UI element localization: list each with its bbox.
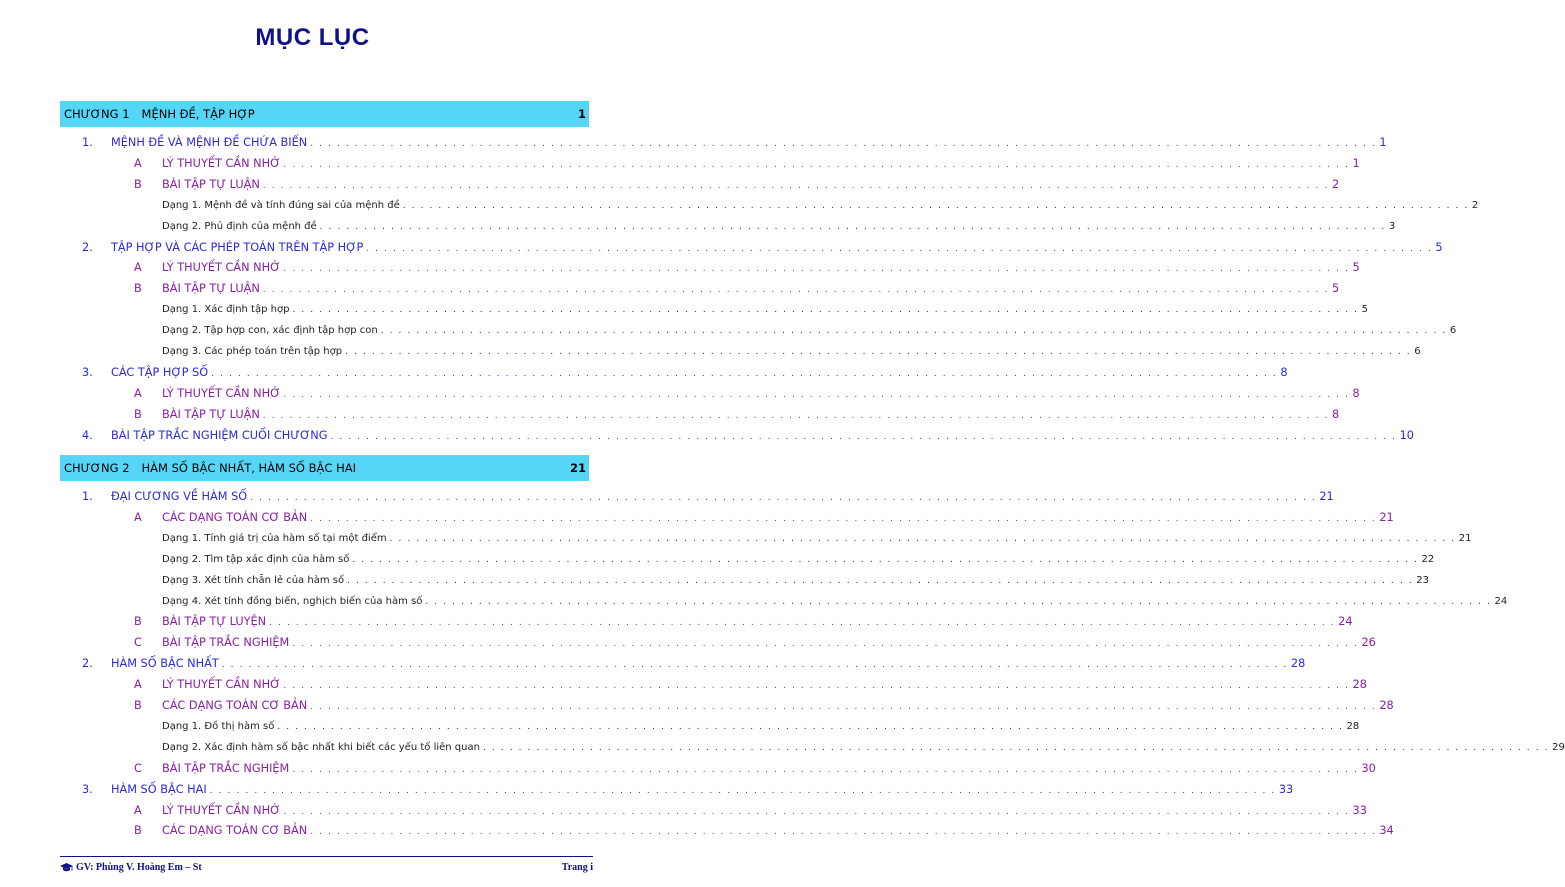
toc-entry-level-2[interactable] — [134, 156, 1360, 173]
toc-entry-number: 1. — [82, 136, 93, 149]
toc-entry-level-2[interactable] — [134, 177, 1340, 194]
toc-entry-page-number: 5 — [1331, 282, 1340, 296]
dot-leader: . . . . . . . . . . . . . . . . . . . . . . . . . . . . . . . . . . . . . . . . . . . . . . . . . . . . . . . . . . . . . . . . . . . . . . . . . . . . . . . . . . . . . . . . . . . . . . . . . . . . . . . . . . . . . . . . . . . . . . . . — [366, 243, 1433, 254]
dot-leader: . . . . . . . . . . . . . . . . . . . . . . . . . . . . . . . . . . . . . . . . . . . . . . . . . . . . . . . . . . . . . . . . . . . . . . . . . . . . . . . . . . . . . . . . . . . . . . . . . . . . . . . . . . . . . . . . . . . . . . . . — [262, 410, 1329, 421]
dot-leader: . . . . . . . . . . . . . . . . . . . . . . . . . . . . . . . . . . . . . . . . . . . . . . . . . . . . . . . . . . . . . . . . . . . . . . . . . . . . . . . . . . . . . . . . . . . . . . . . . . . . . . . . . . . . . . . . . . . . . . . . — [211, 368, 1278, 379]
dot-leader: . . . . . . . . . . . . . . . . . . . . . . . . . . . . . . . . . . . . . . . . . . . . . . . . . . . . . . . . . . . . . . . . . . . . . . . . . . . . . . . . . . . . . . . . . . . . . . . . . . . . . . . . . . . . . . . . . . . . . . . . — [262, 180, 1329, 191]
toc-entry-page-number: 30 — [1361, 761, 1376, 775]
toc-entry-page-number: 33 — [1278, 782, 1294, 796]
toc-entry-level-3[interactable] — [162, 302, 1368, 318]
dot-leader: . . . . . . . . . . . . . . . . . . . . . . . . . . . . . . . . . . . . . . . . . . . . . . . . . . . . . . . . . . . . . . . . . . . . . . . . . . . . . . . . . . . . . . . . . . . . . . . . . . . . . . . . . . . . . . . . . . . . . . . . — [345, 347, 1412, 357]
toc-entry-level-2[interactable] — [134, 510, 1394, 527]
toc-entry-level-1[interactable] — [82, 782, 1294, 799]
toc-entry-title: LÝ THUYẾT CẦN NHỚ — [162, 803, 281, 817]
toc-entry-number: A — [134, 156, 142, 170]
toc-entry-level-3[interactable] — [162, 552, 1435, 568]
toc-entry-page-number: 23 — [1416, 574, 1429, 586]
toc-entry-page-number: 8 — [1280, 365, 1288, 379]
dot-leader: . . . . . . . . . . . . . . . . . . . . . . . . . . . . . . . . . . . . . . . . . . . . . . . . . . . . . . . . . . . . . . . . . . . . . . . . . . . . . . . . . . . . . . . . . . . . . . . . . . . . . . . . . . . . . . . . . . . . . . . . — [482, 742, 1550, 753]
toc-entry-level-2[interactable] — [134, 677, 1367, 694]
toc-entry-page-number: 2 — [1331, 177, 1340, 191]
toc-entry-page-number: 26 — [1361, 636, 1376, 650]
dot-leader: . . . . . . . . . . . . . . . . . . . . . . . . . . . . . . . . . . . . . . . . . . . . . . . . . . . . . . . . . . . . . . . . . . . . . . . . . . . . . . . . . . . . . . . . . . . . . . . . . . . . . . . . . . . . . . . . . . . . . . . . — [380, 326, 1447, 337]
toc-entry-title: BÀI TẬP TRẮC NGHIỆM CUỐI CHƯƠNG — [111, 428, 328, 442]
toc-entry-title: BÀI TẬP TỰ LUYỆN — [162, 615, 267, 629]
toc-entry-number: 3. — [82, 782, 93, 796]
toc-entry-title: HÀM SỐ BẬC HAI — [111, 782, 207, 796]
toc-entry-page-number: 21 — [1458, 532, 1472, 544]
toc-entry-page-number: 28 — [1379, 699, 1394, 712]
toc-entry-page-number: 21 — [1319, 490, 1334, 503]
dot-leader: . . . . . . . . . . . . . . . . . . . . . . . . . . . . . . . . . . . . . . . . . . . . . . . . . . . . . . . . . . . . . . . . . . . . . . . . . . . . . . . . . . . . . . . . . . . . . . . . . . . . . . . . . . . . . . . . . . . . . . . . — [330, 431, 1397, 442]
toc-entry-level-3[interactable] — [162, 740, 1565, 756]
toc-entry-level-2[interactable] — [134, 260, 1360, 277]
toc-entry-number: 2. — [82, 657, 93, 671]
dot-leader: . . . . . . . . . . . . . . . . . . . . . . . . . . . . . . . . . . . . . . . . . . . . . . . . . . . . . . . . . . . . . . . . . . . . . . . . . . . . . . . . . . . . . . . . . . . . . . . . . . . . . . . . . . . . . . . . . . . . . . . . — [310, 827, 1377, 838]
dot-leader: . . . . . . . . . . . . . . . . . . . . . . . . . . . . . . . . . . . . . . . . . . . . . . . . . . . . . . . . . . . . . . . . . . . . . . . . . . . . . . . . . . . . . . . . . . . . . . . . . . . . . . . . . . . . . . . . . . . . . . . . — [283, 264, 1350, 275]
toc-entry-title: ĐẠI CƯƠNG VỀ HÀM SỐ — [111, 490, 248, 503]
toc-entry-page-number: 24 — [1494, 595, 1508, 607]
dot-leader: . . . . . . . . . . . . . . . . . . . . . . . . . . . . . . . . . . . . . . . . . . . . . . . . . . . . . . . . . . . . . . . . . . . . . . . . . . . . . . . . . . . . . . . . . . . . . . . . . . . . . . . . . . . . . . . . . . . . . . . . — [425, 596, 1492, 607]
toc-entry-title: BÀI TẬP TRẮC NGHIỆM — [162, 636, 290, 650]
toc-entry-title: LÝ THUYẾT CẦN NHỚ — [162, 261, 281, 275]
toc-entry-page-number: 1 — [1352, 156, 1360, 170]
toc-entry-page-number: 10 — [1399, 428, 1414, 442]
dot-leader: . . . . . . . . . . . . . . . . . . . . . . . . . . . . . . . . . . . . . . . . . . . . . . . . . . . . . . . . . . . . . . . . . . . . . . . . . . . . . . . . . . . . . . . . . . . . . . . . . . . . . . . . . . . . . . . . . . . . . . . . — [283, 159, 1350, 170]
toc-entry-page-number: 2 — [1471, 199, 1479, 211]
toc-entry-number: 2. — [82, 240, 93, 254]
chapter-heading[interactable] — [60, 101, 589, 127]
chapter-title: MỆNH ĐỀ, TẬP HỢP — [141, 107, 255, 121]
chapter-title: HÀM SỐ BẬC NHẤT, HÀM SỐ BẬC HAI — [141, 461, 356, 475]
toc-entry-level-3[interactable] — [162, 219, 1396, 235]
dot-leader: . . . . . . . . . . . . . . . . . . . . . . . . . . . . . . . . . . . . . . . . . . . . . . . . . . . . . . . . . . . . . . . . . . . . . . . . . . . . . . . . . . . . . . . . . . . . . . . . . . . . . . . . . . . . . . . . . . . . . . . . — [292, 305, 1359, 316]
toc-entry-title: Dạng 2. Phủ định của mệnh đề — [162, 220, 317, 232]
toc-entry-title: Dạng 1. Mệnh đề và tính đúng sai của mệnh đề — [162, 199, 400, 211]
toc-entry-page-number: 3 — [1388, 220, 1396, 232]
dot-leader: . . . . . . . . . . . . . . . . . . . . . . . . . . . . . . . . . . . . . . . . . . . . . . . . . . . . . . . . . . . . . . . . . . . . . . . . . . . . . . . . . . . . . . . . . . . . . . . . . . . . . . . . . . . . . . . . . . . . . . . . — [262, 285, 1329, 296]
toc-entry-number: A — [134, 510, 142, 524]
toc-entry-page-number: 34 — [1379, 824, 1394, 838]
footer-author-text: GV: Phùng V. Hoàng Em – St — [76, 862, 202, 873]
toc-entry-title: Dạng 1. Xác định tập hợp — [162, 304, 290, 316]
toc-entry-page-number: 5 — [1361, 304, 1368, 316]
toc-entry-title: CÁC DẠNG TOÁN CƠ BẢN — [162, 699, 308, 712]
toc-entry-number: B — [134, 824, 142, 838]
toc-entry-number: 1. — [82, 490, 93, 503]
toc-entry-page-number: 6 — [1414, 346, 1421, 357]
toc-entry-level-3[interactable] — [162, 344, 1421, 360]
toc-entry-level-2[interactable] — [134, 407, 1340, 424]
toc-entry-number: 4. — [82, 428, 93, 442]
toc-entry-title: BÀI TẬP TỰ LUẬN — [162, 407, 260, 421]
toc-entry-level-1[interactable] — [82, 656, 1306, 673]
graduation-cap-icon — [60, 863, 73, 873]
toc-entry-level-3[interactable] — [162, 323, 1457, 339]
toc-entry-level-2[interactable] — [134, 803, 1367, 820]
toc-entry-number: A — [134, 803, 142, 817]
toc-entry-page-number: 24 — [1338, 615, 1353, 629]
toc-entry-page-number: 5 — [1435, 240, 1443, 254]
toc-entry-title: BÀI TẬP TRẮC NGHIỆM — [162, 761, 290, 775]
dot-leader: . . . . . . . . . . . . . . . . . . . . . . . . . . . . . . . . . . . . . . . . . . . . . . . . . . . . . . . . . . . . . . . . . . . . . . . . . . . . . . . . . . . . . . . . . . . . . . . . . . . . . . . . . . . . . . . . . . . . . . . . — [292, 764, 1359, 775]
toc-entry-page-number: 22 — [1421, 553, 1435, 565]
toc-entry-level-2[interactable] — [134, 761, 1376, 778]
toc-entry-level-3[interactable] — [162, 719, 1360, 735]
toc-entry-page-number: 28 — [1346, 720, 1360, 732]
chapter-number: CHƯƠNG 1 — [64, 107, 130, 121]
toc-entry-level-3[interactable] — [162, 594, 1508, 610]
toc-entry-title: MỆNH ĐỀ VÀ MỆNH ĐỀ CHỨA BIẾN — [111, 136, 308, 149]
dot-leader: . . . . . . . . . . . . . . . . . . . . . . . . . . . . . . . . . . . . . . . . . . . . . . . . . . . . . . . . . . . . . . . . . . . . . . . . . . . . . . . . . . . . . . . . . . . . . . . . . . . . . . . . . . . . . . . . . . . . . . . . — [283, 806, 1350, 817]
toc-entry-number: C — [134, 636, 142, 650]
chapter-number: CHƯƠNG 2 — [64, 461, 130, 475]
toc-entry-title: BÀI TẬP TỰ LUẬN — [162, 282, 260, 296]
toc-entry-level-1[interactable] — [82, 365, 1288, 382]
toc-entry-level-1[interactable] — [82, 489, 1334, 506]
toc-entry-title: CÁC TẬP HỢP SỐ — [111, 365, 209, 379]
footer-page-label: Trang i — [561, 862, 593, 873]
toc-entry-number: B — [134, 282, 142, 296]
toc-entry-number: B — [134, 615, 142, 629]
dot-leader: . . . . . . . . . . . . . . . . . . . . . . . . . . . . . . . . . . . . . . . . . . . . . . . . . . . . . . . . . . . . . . . . . . . . . . . . . . . . . . . . . . . . . . . . . . . . . . . . . . . . . . . . . . . . . . . . . . . . . . . . — [310, 513, 1377, 524]
toc-entry-title: Dạng 3. Xét tính chẵn lẻ của hàm số — [162, 574, 345, 586]
toc-entry-level-2[interactable] — [134, 614, 1353, 631]
dot-leader: . . . . . . . . . . . . . . . . . . . . . . . . . . . . . . . . . . . . . . . . . . . . . . . . . . . . . . . . . . . . . . . . . . . . . . . . . . . . . . . . . . . . . . . . . . . . . . . . . . . . . . . . . . . . . . . . . . . . . . . . — [269, 618, 1336, 629]
toc-entry-page-number: 1 — [1379, 136, 1387, 149]
toc-entry-level-1[interactable] — [82, 135, 1387, 152]
toc-entry-page-number: 5 — [1352, 261, 1360, 275]
toc-entry-level-3[interactable] — [162, 198, 1479, 214]
toc-entry-number: 3. — [82, 365, 93, 379]
toc-entry-number: A — [134, 386, 142, 400]
dot-leader: . . . . . . . . . . . . . . . . . . . . . . . . . . . . . . . . . . . . . . . . . . . . . . . . . . . . . . . . . . . . . . . . . . . . . . . . . . . . . . . . . . . . . . . . . . . . . . . . . . . . . . . . . . . . . . . . . . . . . . . . — [209, 785, 1276, 796]
toc-entry-page-number: 28 — [1290, 657, 1306, 671]
toc-entry-number: B — [134, 407, 142, 421]
toc-entry-title: LÝ THUYẾT CẦN NHỚ — [162, 386, 281, 400]
toc-entry-level-2[interactable] — [134, 386, 1360, 403]
toc-entry-title: TẬP HỢP VÀ CÁC PHÉP TOÁN TRÊN TẬP HỢP — [111, 240, 364, 254]
toc-entry-number: C — [134, 761, 142, 775]
toc-entry-page-number: 8 — [1352, 386, 1360, 400]
toc-entry-title: Dạng 1. Tính giá trị của hàm số tại một điểm — [162, 532, 387, 544]
toc-entry-title: CÁC DẠNG TOÁN CƠ BẢN — [162, 824, 308, 838]
toc-entry-level-1[interactable] — [82, 240, 1443, 257]
toc-entry-number: B — [134, 177, 142, 191]
toc-entry-number: A — [134, 678, 142, 692]
dot-leader: . . . . . . . . . . . . . . . . . . . . . . . . . . . . . . . . . . . . . . . . . . . . . . . . . . . . . . . . . . . . . . . . . . . . . . . . . . . . . . . . . . . . . . . . . . . . . . . . . . . . . . . . . . . . . . . . . . . . . . . . — [352, 554, 1419, 565]
toc-entry-level-1[interactable] — [82, 428, 1414, 445]
dot-leader: . . . . . . . . . . . . . . . . . . . . . . . . . . . . . . . . . . . . . . . . . . . . . . . . . . . . . . . . . . . . . . . . . . . . . . . . . . . . . . . . . . . . . . . . . . . . . . . . . . . . . . . . . . . . . . . . . . . . . . . . — [347, 575, 1414, 586]
dot-leader: . . . . . . . . . . . . . . . . . . . . . . . . . . . . . . . . . . . . . . . . . . . . . . . . . . . . . . . . . . . . . . . . . . . . . . . . . . . . . . . . . . . . . . . . . . . . . . . . . . . . . . . . . . . . . . . . . . . . . . . . — [310, 702, 1377, 712]
toc-entry-title: CÁC DẠNG TOÁN CƠ BẢN — [162, 510, 308, 524]
chapter-page-number: 1 — [577, 107, 586, 121]
toc-entry-title: Dạng 4. Xét tính đồng biến, nghịch biến của hàm số — [162, 595, 423, 607]
toc-entry-page-number: 21 — [1379, 510, 1394, 524]
toc-entry-title: HÀM SỐ BẬC NHẤT — [111, 657, 219, 671]
toc-entry-title: Dạng 2. Xác định hàm số bậc nhất khi biết các yếu tố liên quan — [162, 741, 480, 753]
toc-entry-title: LÝ THUYẾT CẦN NHỚ — [162, 156, 281, 170]
chapter-page-number: 21 — [569, 461, 586, 475]
toc-entry-title: BÀI TẬP TỰ LUẬN — [162, 177, 260, 191]
dot-leader: . . . . . . . . . . . . . . . . . . . . . . . . . . . . . . . . . . . . . . . . . . . . . . . . . . . . . . . . . . . . . . . . . . . . . . . . . . . . . . . . . . . . . . . . . . . . . . . . . . . . . . . . . . . . . . . . . . . . . . . . — [310, 139, 1377, 149]
toc-entry-title: LÝ THUYẾT CẦN NHỚ — [162, 678, 281, 692]
dot-leader: . . . . . . . . . . . . . . . . . . . . . . . . . . . . . . . . . . . . . . . . . . . . . . . . . . . . . . . . . . . . . . . . . . . . . . . . . . . . . . . . . . . . . . . . . . . . . . . . . . . . . . . . . . . . . . . . . . . . . . . . — [389, 533, 1456, 544]
toc-entry-title: Dạng 1. Đồ thị hàm số — [162, 720, 275, 732]
page-title: MỤC LỤC — [255, 24, 370, 51]
toc-entry-level-2[interactable] — [134, 823, 1394, 840]
toc-entry-level-2[interactable] — [134, 281, 1340, 298]
toc-entry-page-number: 33 — [1352, 803, 1367, 817]
toc-entry-title: Dạng 2. Tìm tập xác định của hàm số — [162, 553, 350, 565]
dot-leader: . . . . . . . . . . . . . . . . . . . . . . . . . . . . . . . . . . . . . . . . . . . . . . . . . . . . . . . . . . . . . . . . . . . . . . . . . . . . . . . . . . . . . . . . . . . . . . . . . . . . . . . . . . . . . . . . . . . . . . . . — [221, 660, 1288, 671]
toc-entry-title: Dạng 2. Tập hợp con, xác định tập hợp con — [162, 325, 378, 337]
dot-leader: . . . . . . . . . . . . . . . . . . . . . . . . . . . . . . . . . . . . . . . . . . . . . . . . . . . . . . . . . . . . . . . . . . . . . . . . . . . . . . . . . . . . . . . . . . . . . . . . . . . . . . . . . . . . . . . . . . . . . . . . — [292, 639, 1359, 650]
toc-entry-page-number: 28 — [1352, 678, 1367, 692]
dot-leader: . . . . . . . . . . . . . . . . . . . . . . . . . . . . . . . . . . . . . . . . . . . . . . . . . . . . . . . . . . . . . . . . . . . . . . . . . . . . . . . . . . . . . . . . . . . . . . . . . . . . . . . . . . . . . . . . . . . . . . . . — [277, 721, 1344, 732]
chapter-heading[interactable] — [60, 455, 589, 481]
toc-entry-level-3[interactable] — [162, 531, 1472, 547]
dot-leader: . . . . . . . . . . . . . . . . . . . . . . . . . . . . . . . . . . . . . . . . . . . . . . . . . . . . . . . . . . . . . . . . . . . . . . . . . . . . . . . . . . . . . . . . . . . . . . . . . . . . . . . . . . . . . . . . . . . . . . . . — [283, 681, 1350, 692]
toc-entry-page-number: 8 — [1331, 407, 1340, 421]
toc-entry-level-3[interactable] — [162, 573, 1429, 589]
dot-leader: . . . . . . . . . . . . . . . . . . . . . . . . . . . . . . . . . . . . . . . . . . . . . . . . . . . . . . . . . . . . . . . . . . . . . . . . . . . . . . . . . . . . . . . . . . . . . . . . . . . . . . . . . . . . . . . . . . . . . . . . — [402, 200, 1469, 211]
footer-divider — [60, 856, 593, 857]
dot-leader: . . . . . . . . . . . . . . . . . . . . . . . . . . . . . . . . . . . . . . . . . . . . . . . . . . . . . . . . . . . . . . . . . . . . . . . . . . . . . . . . . . . . . . . . . . . . . . . . . . . . . . . . . . . . . . . . . . . . . . . . — [283, 389, 1350, 400]
toc-entry-level-2[interactable] — [134, 698, 1394, 715]
dot-leader: . . . . . . . . . . . . . . . . . . . . . . . . . . . . . . . . . . . . . . . . . . . . . . . . . . . . . . . . . . . . . . . . . . . . . . . . . . . . . . . . . . . . . . . . . . . . . . . . . . . . . . . . . . . . . . . . . . . . . . . . — [319, 221, 1386, 232]
toc-entry-page-number: 6 — [1449, 325, 1457, 337]
dot-leader: . . . . . . . . . . . . . . . . . . . . . . . . . . . . . . . . . . . . . . . . . . . . . . . . . . . . . . . . . . . . . . . . . . . . . . . . . . . . . . . . . . . . . . . . . . . . . . . . . . . . . . . . . . . . . . . . . . . . . . . . — [250, 493, 1317, 503]
toc-entry-number: B — [134, 699, 142, 712]
toc-entry-title: Dạng 3. Các phép toán trên tập hợp — [162, 346, 343, 357]
footer-author — [60, 862, 202, 873]
toc-entry-number: A — [134, 261, 142, 275]
toc-entry-page-number: 29 — [1552, 741, 1565, 753]
toc-entry-level-2[interactable] — [134, 635, 1376, 652]
